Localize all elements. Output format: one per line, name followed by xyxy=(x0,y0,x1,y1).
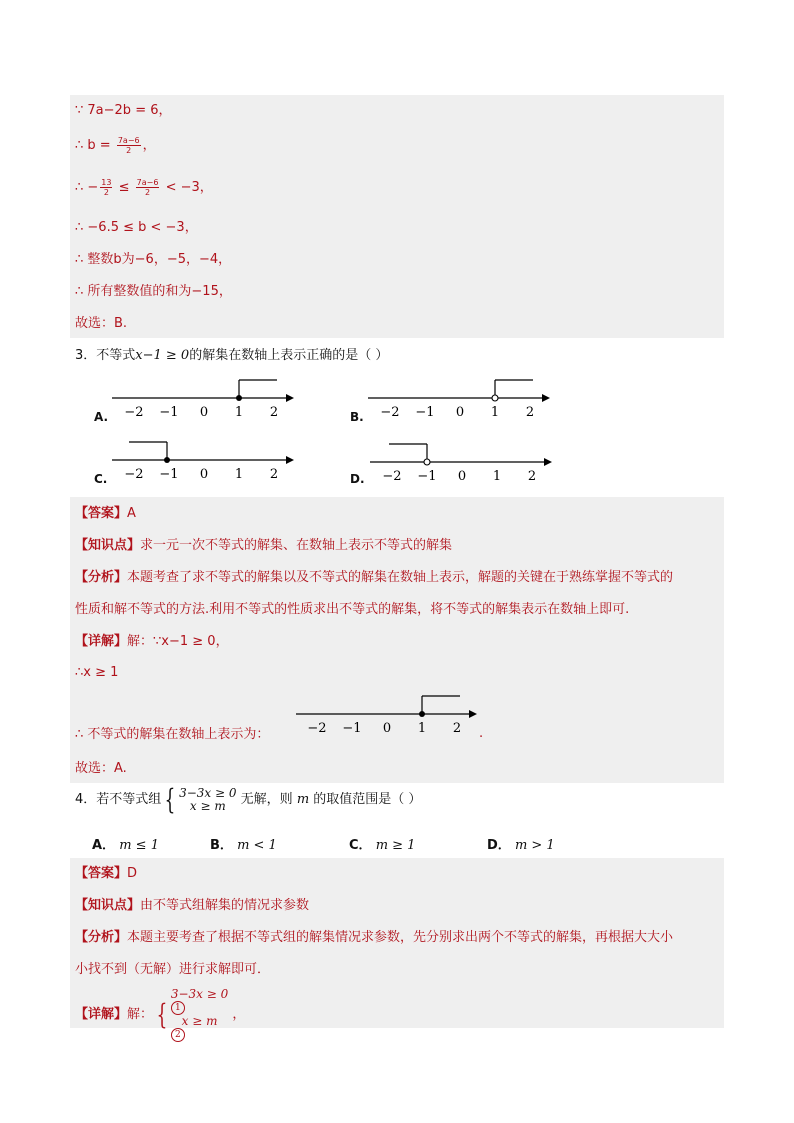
q3-option-b-label: B. xyxy=(350,410,364,424)
fraction: $\frac{7a-6}{2}$ xyxy=(136,178,159,197)
tick-label: −1 xyxy=(342,721,362,736)
tick-label: 0 xyxy=(455,405,465,420)
q3-number-line-c xyxy=(112,436,302,484)
q3-detail-3: ∴ 不等式的解集在数轴上表示为： xyxy=(75,727,270,742)
q4-analysis: 【分析】本题主要考查了根据不等式组的解集情况求参数，先分别求出两个不等式的解集，再根据大大小 xyxy=(75,930,674,945)
q4-knowledge: 【知识点】由不等式组解集的情况求参数 xyxy=(75,898,310,913)
tick-label: 0 xyxy=(457,469,467,484)
inequality-system: 3−3x ≥ 0 1 x ≥ m 2 xyxy=(170,987,229,1040)
q3-option-c-label: C. xyxy=(94,472,108,486)
q3-detail-2: ∴x ≥ 1 xyxy=(75,665,119,680)
q4-detail: 【详解】解： { 3−3x ≥ 0 1 x ≥ m 2 ， xyxy=(75,987,246,1040)
tick-label: 2 xyxy=(269,467,279,482)
tick-label: −2 xyxy=(124,467,144,482)
q3-detail-3-end: . xyxy=(479,726,484,741)
tick-label: −2 xyxy=(382,469,402,484)
q3-option-d-label: D. xyxy=(350,472,365,486)
q3-choose: 故选：A. xyxy=(75,761,127,776)
tick-label: 2 xyxy=(452,721,462,736)
prev-line-2: ∴ b = $\frac{7a-6}{2}$ ， xyxy=(75,136,156,155)
q4-option-d: D． m > 1 xyxy=(487,838,555,853)
q3-answer: 【答案】A xyxy=(75,506,136,521)
tick-label: −2 xyxy=(307,721,327,736)
tick-label: 0 xyxy=(199,405,209,420)
q3-analysis: 【分析】本题考查了求不等式的解集以及不等式的解集在数轴上表示，解题的关键在于熟练掌握不等式的 xyxy=(75,570,674,585)
q4-option-b: B． m < 1 xyxy=(210,838,277,853)
tick-label: 1 xyxy=(417,721,427,736)
tick-label: 0 xyxy=(382,721,392,736)
q3-knowledge: 【知识点】求一元一次不等式的解集、在数轴上表示不等式的解集 xyxy=(75,538,453,553)
q4-option-a: A． m ≤ 1 xyxy=(92,838,159,853)
q4-answer: 【答案】D xyxy=(75,866,138,881)
prev-line-5: ∴ 整数b为−6，−5，−4， xyxy=(75,252,232,267)
tick-label: −1 xyxy=(159,405,179,420)
q4-stem: 4．若不等式组 { 3−3x ≥ 0 x ≥ m 无解，则 m 的取值范围是（ ） xyxy=(75,783,422,816)
tick-label: −2 xyxy=(380,405,400,420)
tick-label: −2 xyxy=(124,405,144,420)
tick-label: 1 xyxy=(234,467,244,482)
tick-label: 2 xyxy=(527,469,537,484)
q3-number-line-a xyxy=(112,374,302,422)
tick-label: 0 xyxy=(199,467,209,482)
circled-number: 1 xyxy=(171,1001,185,1015)
tick-label: 2 xyxy=(269,405,279,420)
q3-number-line-b xyxy=(368,374,558,422)
prev-line-4: ∴ −6.5 ≤ b < −3， xyxy=(75,220,198,235)
tick-label: −1 xyxy=(159,467,179,482)
prev-line-6: ∴ 所有整数值的和为−15， xyxy=(75,284,232,299)
tick-label: −1 xyxy=(415,405,435,420)
q3-stem: 3．不等式x−1 ≥ 0的解集在数轴上表示正确的是（ ） xyxy=(75,348,389,363)
tick-label: 1 xyxy=(492,469,502,484)
q4-analysis-cont: 小找不到（无解）进行求解即可． xyxy=(75,962,271,977)
tick-label: 2 xyxy=(525,405,535,420)
q3-number-line-d xyxy=(370,438,560,486)
q3-detail: 【详解】解：∵x−1 ≥ 0， xyxy=(75,634,229,649)
tick-label: −1 xyxy=(417,469,437,484)
q3-solution-number-line xyxy=(296,690,486,738)
prev-line-1: ∵ 7a−2b = 6， xyxy=(75,103,172,118)
q3-option-a-label: A. xyxy=(94,410,109,424)
tick-label: 1 xyxy=(234,405,244,420)
inequality-system: 3−3x ≥ 0 x ≥ m xyxy=(179,786,237,813)
q3-analysis-cont: 性质和解不等式的方法.利用不等式的性质求出不等式的解集，将不等式的解集表示在数轴上即可. xyxy=(75,602,630,617)
q4-option-c: C． m ≥ 1 xyxy=(349,838,416,853)
prev-choose: 故选：B. xyxy=(75,316,128,331)
fraction: $\frac{7a-6}{2}$ xyxy=(117,136,140,155)
circled-number: 2 xyxy=(171,1028,185,1042)
fraction: $\frac{13}{2}$ xyxy=(101,178,112,197)
prev-line-3: ∴ − $\frac{13}{2}$ ≤ $\frac{7a-6}{2}$ < −3， xyxy=(75,178,213,197)
prev-solution-block xyxy=(70,95,724,338)
tick-label: 1 xyxy=(490,405,500,420)
